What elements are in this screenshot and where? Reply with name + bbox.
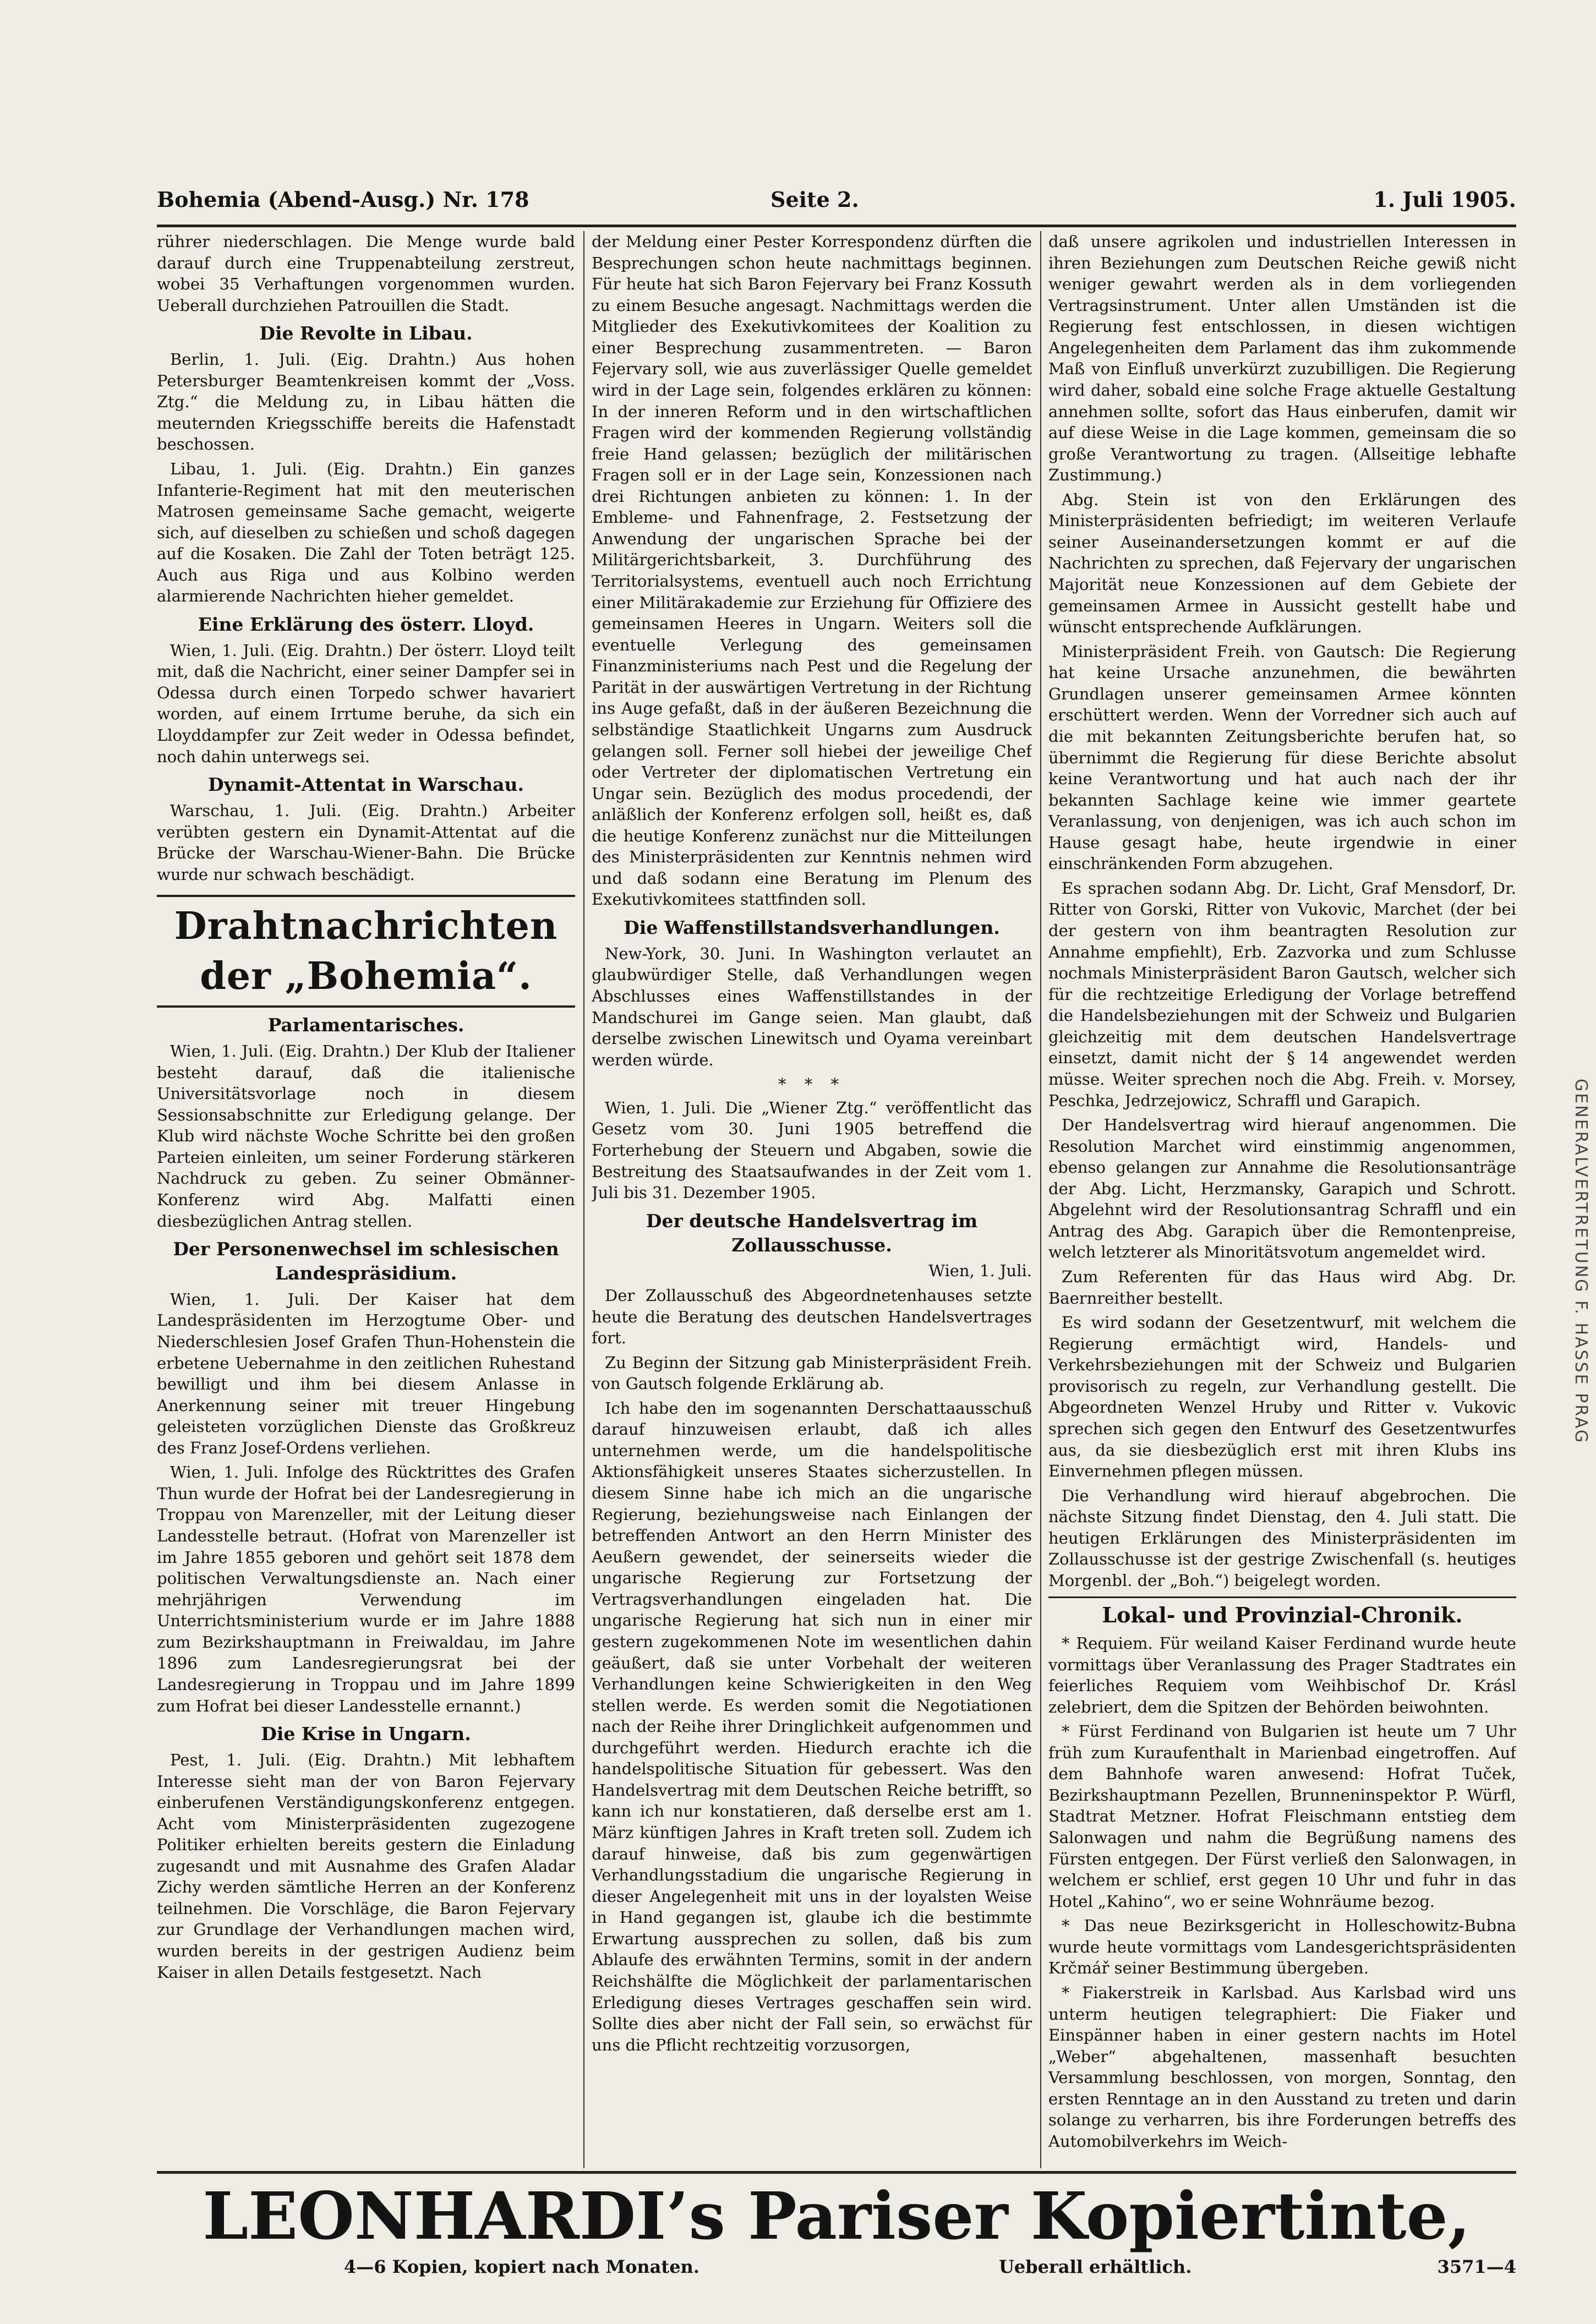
article-text: Wien, 1. Juli. Die „Wiener Ztg.“ veröffentlicht das Gesetz vom 30. Juni 1905 betreffend die Forterhebung der Steuern und Abgaben, sowie die Bestreitung des Staatsaufwandes in der Zeit vom 1. Juli bis 31. Dezember 1905. xyxy=(592,1098,1032,1202)
advertisement xyxy=(157,2171,1516,2284)
separator: * * * xyxy=(778,1075,845,1094)
headline: Dynamit-Attentat in Warschau. xyxy=(208,774,524,796)
article-text: * Fiakerstreik in Karlsbad. Aus Karlsbad wird uns unterm heutigen telegraphiert: Die Fiaker und Einspänner haben in einer gestern nachts im Hotel „Weber“ abgehaltenen, massenhaft besuchten Versammlung beschlossen, von morgen, Sonntag, den ersten Renntage an in den Ausstand zu treten und darin solange zu verharren, bis ihre Forderungen betreffs des Automobilverkehrs im Weich- xyxy=(1048,1983,1516,2151)
article-text: Wien, 1. Juli. Der Kaiser hat dem Landespräsidenten im Herzogtume Ober- und Niederschlesien Josef Grafen Thun-Hohenstein die erbetene Uebernahme in den zeitlichen Ruhestand bewilligt und ihm bei diesem Anlasse in Anerkennung seiner mit treuer Hingebung geleisteten vorzüglichen Dienste das Großkreuz des Franz Josef-Ordens verliehen. xyxy=(157,1289,575,1457)
column-rule-1 xyxy=(583,231,584,2168)
article-text: Ich habe den im sogenannten Derschattaausschuß darauf hinzuweisen erlaubt, daß ich alles unternehmen werde, um die handelspolitische Aktionsfähigkeit unseres Staates sicherzustellen. In diesem Sinne habe ich mich an die ungarische Regierung, beziehungsweise nach Einlangen der betreffenden Antwort an den Herrn Minister des Aeußern gewendet, der seinerseits wieder die ungarische Regierung zur Fortsetzung der Vertragsverhandlungen eingeladen hat. Die ungarische Regierung hat sich nun in einer mir gestern zugekommenen Note im wesentlichen dahin geäußert, daß sie unter Vorbehalt der weiteren Verhandlungen keine Schwierigkeiten in den Weg stellen werde. Es werden somit die Negotiationen nach der Reihe ihrer Dringlichkeit aufgenommen und durchgeführt werden. Hiedurch erachte ich die handelspolitische Situation für gebessert. Was den Handelsvertrag mit dem Deutschen Reiche betrifft, so kann ich nur konstatieren, daß derselbe erst am 1. März künftigen Jahres in Kraft treten soll. Zudem ich darauf hinweise, daß bis zum gegenwärtigen Verhandlungsstadium die ungarische Regierung in dieser Angelegenheit mit uns in der loyalsten Weise in Hand gegangen ist, glaube ich die bestimmte Erwartung aussprechen zu sollen, daß bis zum Ablaufe des erwähnten Termins, somit in der andern Reichshälfte die Möglichkeit der parlamentarischen Erledigung dieses Vertrages geschaffen sein wird. Sollte dies aber nicht der Fall sein, so erwächst für uns die Pflicht rechtzeitig vorzusorgen, xyxy=(592,1398,1032,2054)
article-text: rührer niederschlagen. Die Menge wurde bald darauf durch eine Truppenabteilung zerstreut, wobei 35 Verhaftungen vorgenommen wurden. Ueberall durchziehen Patrouillen die Stadt. xyxy=(157,232,575,315)
page-number: Seite 2. xyxy=(770,187,859,212)
column-1 xyxy=(157,231,575,2168)
newspaper-page xyxy=(157,165,1516,2284)
article-text: * Requiem. Für weiland Kaiser Ferdinand wurde heute vormittags über Veranlassung des Prager Stadtrates ein feierliches Requiem vom Weihbischof Dr. Krásl zelebriert, dem die Spitzen der Behörden beiwohnten. xyxy=(1048,1633,1516,1716)
article-text: Berlin, 1. Juli. (Eig. Drahtn.) Aus hohen Petersburger Beamtenkreisen kommt der „Voss. Ztg.“ die Meldung zu, in Libau hätten die meuternden Kriegsschiffe bereits die Hafenstadt beschossen. xyxy=(157,350,575,454)
article-text: Zu Beginn der Sitzung gab Ministerpräsident Freih. von Gautsch folgende Erklärung ab. xyxy=(592,1353,1032,1393)
column-rule-2 xyxy=(1040,231,1041,2168)
headline: Die Waffenstillstandsverhandlungen. xyxy=(624,917,1000,938)
article-text: Warschau, 1. Juli. (Eig. Drahtn.) Arbeiter verübten gestern ein Dynamit-Attentat auf die Brücke der Warschau-Wiener-Bahn. Die Brücke wurde nur schwach beschädigt. xyxy=(157,801,575,884)
dateline: Wien, 1. Juli. xyxy=(928,1261,1032,1281)
headline: Der deutsche Handelsvertrag im Zollausschusse. xyxy=(646,1210,978,1256)
article-text: Libau, 1. Juli. (Eig. Drahtn.) Ein ganzes Infanterie-Regiment hat mit den meuterischen Matrosen gemeinsame Sache gemacht, weigerte sich, auf dieselben zu schießen und schoß dagegen auf die Kosaken. Die Zahl der Toten beträgt 125. Auch aus Riga und aus Kolbino werden alarmierende Nachrichten hieher gemeldet. xyxy=(157,459,575,606)
article-text: Ministerpräsident Freih. von Gautsch: Die Regierung hat keine Ursache anzunehmen, die bewährten Grundlagen unserer gemeinsamen Armee könnten erschüttert werden. Wenn der Vorredner sich auch auf die mit bekannten Zeitungsberichte berufen hat, so übernimmt die Regierung für diese Berichte absolut keine Verantwortung und hat auch nach der ihr bekannten Sachlage keine wie immer geartete Veranlassung, von denjenigen, was ich auch schon im Hause gesagt habe, heute irgendwie in einer einschränkenden Form abzugehen. xyxy=(1048,642,1516,873)
article-text: Es sprachen sodann Abg. Dr. Licht, Graf Mensdorf, Dr. Ritter von Gorski, Ritter von Vukovic, Marchet (der bei der gestern von ihm beantragten Resolution zur Annahme empfiehlt), Erb. Zazvorka und zum Schlusse nochmals Ministerpräsident Baron Gautsch, welcher sich für die rechtzeitige Erledigung der Vorlage betreffend die Handelsbeziehungen mit der Schweiz und Bulgarien gleichzeitig mit dem deutschen Handelsvertrage einsetzt, damit nicht der § 14 angewendet werden müsse. Weiter sprechen noch die Abg. Freih. v. Morsey, Peschka, Jedrzejowicz, Schraffl und Garapich. xyxy=(1048,878,1516,1110)
article-text: Wien, 1. Juli. (Eig. Drahtn.) Der Klub der Italiener besteht darauf, daß die italienische Universitätsvorlage noch in diesem Sessionsabschnitte zur Erledigung gelange. Der Klub wird nächste Woche Schritte bei den großen Parteien einleiten, um seiner Forderung stärkeren Nachdruck zu geben. Zu seiner Obmänner-Konferenz wird Abg. Malfatti einen diesbezüglichen Antrag stellen. xyxy=(157,1042,575,1231)
headline: Die Revolte in Libau. xyxy=(259,322,473,345)
running-header xyxy=(157,187,1516,218)
column-3 xyxy=(1048,231,1516,2168)
article-text: * Fürst Ferdinand von Bulgarien ist heute um 7 Uhr früh zum Kuraufenthalt in Marienbad eingetroffen. Auf dem Bahnhofe waren anwesend: Hofrat Tuček, Bezirkshauptmann Pezellen, Brunneninspektor P. Würfl, Stadtrat Metzner. Hofrat Fleischmann entstieg dem Salonwagen und nahm die Begrüßung namens des Fürsten entgegen. Der Fürst verließ den Salonwagen, in welchem er schlief, erst gegen 10 Uhr und fuhr in das Hotel „Kahino“, wo er seine Wohnräume bezog. xyxy=(1048,1722,1516,1911)
headline: Die Krise in Ungarn. xyxy=(261,1723,471,1745)
header-rule xyxy=(157,225,1516,227)
article-text: Zum Referenten für das Haus wird Abg. Dr. Baernreither bestellt. xyxy=(1048,1267,1516,1308)
article-text: Wien, 1. Juli. (Eig. Drahtn.) Der österr. Lloyd teilt mit, daß die Nachricht, einer seiner Dampfer sei in Odessa durch einen Torpedo schwer havariert worden, auf einem Irrtume beruhe, da sich ein Lloyddampfer zur Zeit weder in Odessa befindet, noch dahin unterwegs sei. xyxy=(157,641,575,766)
article-text: der Meldung einer Pester Korrespondenz dürften die Besprechungen schon heute nachmittags beginnen. Für heute hat sich Baron Fejervary bei Franz Kossuth zu einem Besuche angesagt. Nachmittags werden die Mitglieder des Exekutivkomitees der Koalition zu einer Besprechung zusammentreten. — Baron Fejervary soll, wie aus zuverlässiger Quelle gemeldet wird in der Lage sein, folgendes erklären zu können: In der inneren Reform und in den wirtschaftlichen Fragen wird der kommenden Regierung vollständig freie Hand gelassen; bezüglich der militärischen Fragen soll er in der Lage sein, Konzessionen nach drei Richtungen anbieten zu können: 1. In der Embleme- und Fahnenfrage, 2. Festsetzung der Anwendung der ungarischen Sprache bei der Militärgerichtsbarkeit, 3. Durchführung des Territorialsystems, eventuell auch noch Errichtung einer Militärakademie zur Erziehung für Offiziere des gemeinsamen Heeres in Ungarn. Weiters soll die eventuelle Verlegung des gemeinsamen Finanzministeriums nach Pest und die Regelung der Parität in der auswärtigen Vertretung in der Richtung ins Auge gefaßt, daß in der äußeren Bezeichnung die selbständige Staatlichkeit Ungarns zum Ausdruck gelangen soll. Ferner soll hiebei der jeweilige Chef oder Vertreter der diplomatischen Vertretung ein Ungar sein. Bezüglich des modus procedendi, der anläßlich der Konferenz erfolgen soll, heißt es, daß die heutige Konferenz zunächst nur die Mitteilungen des Ministerpräsidenten zur Kenntnis nehmen wird und daß sodann eine Beratung im Plenum des Exekutivkomitees stattfinden soll. xyxy=(592,232,1032,909)
headline: Parlamentarisches. xyxy=(267,1014,464,1036)
article-text: Es wird sodann der Gesetzentwurf, mit welchem die Regierung ermächtigt wird, Handels- und Verkehrsbeziehungen mit der Schweiz und Bulgarien provisorisch zu regeln, zur Verhandlung gestellt. Die Abgeordneten Wenzel Hruby und Ritter v. Vukovic sprechen sich gegen den Entwurf des Gesetzentwurfes aus, da sie diesbezüglich erst mit ihren Klubs ins Einvernehmen pflegen müssen. xyxy=(1048,1313,1516,1481)
article-text: Die Verhandlung wird hierauf abgebrochen. Die nächste Sitzung findet Dienstag, den 4. Juli statt. Die heutigen Erklärungen des Ministerpräsidenten im Zollausschusse ist der gestrige Zwischenfall (s. heutiges Morgenbl. der „Boh.“) beigelegt worden. xyxy=(1048,1486,1516,1590)
paper-title: Bohemia (Abend-Ausg.) Nr. 178 xyxy=(157,187,529,212)
issue-date: 1. Juli 1905. xyxy=(1373,187,1516,212)
section-banner: Drahtnachrichten der „Bohemia“. xyxy=(157,895,575,1008)
headline: Eine Erklärung des österr. Lloyd. xyxy=(198,613,534,635)
article-text: Abg. Stein ist von den Erklärungen des Ministerpräsidenten befriedigt; im weiteren Verlaufe seiner Auseinandersetzungen kommt er auf die Nachrichten zu sprechen, daß Fejervary der ungarischen Majorität neue Konzessionen auf dem Gebiete der gemeinsamen Armee in Aussicht gestellt habe und wünscht entsprechende Aufklärungen. xyxy=(1048,490,1516,637)
article-text: Wien, 1. Juli. Infolge des Rücktrittes des Grafen Thun wurde der Hofrat bei der Landesregierung in Troppau von Marenzeller, mit der Leitung dieser Landesstelle betraut. (Hofrat von Marenzeller ist im Jahre 1855 geboren und gehört seit 1878 dem politischen Verwaltungsdienste an. Nach einer mehrjährigen Verwendung im Unterrichtsministerium wurde er im Jahre 1888 zum Bezirkshauptmann in Freiwaldau, im Jahre 1896 zum Landesregierungsrat bei der Landesregierung in Troppau und im Jahre 1899 zum Hofrat bei dieser Landesstelle ernannt.) xyxy=(157,1463,575,1715)
edge-stamp: GENERALVERTRETUNG F. HASSE PRAG xyxy=(1571,1079,1590,1445)
article-text: New-York, 30. Juni. In Washington verlautet an glaubwürdiger Stelle, daß Verhandlungen wegen Abschlusses eines Waffenstillstandes in der Mandschurei im Gange seien. Man glaubt, daß derselbe zwischen Linewitsch und Oyama vereinbart werden würde. xyxy=(592,944,1032,1069)
ad-code: 3571—4 xyxy=(1437,2256,1516,2277)
column-2 xyxy=(592,231,1032,2168)
article-text: * Das neue Bezirksgericht in Holleschowitz-Bubna wurde heute vormittags vom Landesgerichtspräsidenten Krčmář seiner Bestimmung übergeben. xyxy=(1048,1916,1516,1978)
article-text: Der Zollausschuß des Abgeordnetenhauses setzte heute die Beratung des deutschen Handelsvertrages fort. xyxy=(592,1286,1032,1348)
article-text: daß unsere agrikolen und industriellen Interessen in ihren Beziehungen zum Deutschen Reiche gewiß nicht weniger gewahrt werden als in dem vorliegenden Vertragsinstrument. Unter allen Umständen ist die Regierung fest entschlossen, in diesen wichtigen Angelegenheiten dem Parlament das ihm zukommende Maß von Einfluß unverkürzt zuzubilligen. Die Regierung wird daher, sobald eine solche Frage aktuelle Gestaltung annehmen sollte, sofort das Haus einberufen, damit wir auf diese Weise in die Lage kommen, gemeinsam die so große Verantwortung zu tragen. (Allseitige lebhafte Zustimmung.) xyxy=(1048,232,1516,485)
ad-headline: LEONHARDI’s Pariser Kopiertinte, xyxy=(203,2178,1471,2254)
ad-mid-text: Ueberall erhältlich. xyxy=(999,2256,1192,2277)
article-text: Pest, 1. Juli. (Eig. Drahtn.) Mit lebhaftem Interesse sieht man der von Baron Fejervary einberufenen Verständigungskonferenz entgegen. Acht vom Ministerpräsidenten zugezogene Politiker erhielten bereits gestern die Einladung zugesandt und mit Ausnahme des Grafen Aladar Zichy werden sämtliche Herren an der Konferenz teilnehmen. Die Vorschläge, die Baron Fejervary zur Grundlage der Verhandlungen machen wird, wurden bereits in der gestrigen Audienz beim Kaiser in allen Details festgesetzt. Nach xyxy=(157,1750,575,1982)
headline: Der Personenwechsel im schlesischen Landespräsidium. xyxy=(173,1238,559,1284)
article-text: Der Handelsvertrag wird hierauf angenommen. Die Resolution Marchet wird einstimmig angenommen, ebenso gelangen zur Annahme die Resolutionsanträge der Abg. Licht, Herzmansky, Garapich und Schrott. Abgelehnt wird der Resolutionsantrag Schraffl und ein Antrag des Abg. Garapich über die Remontenpreise, welch letzterer als Minoritätsvotum angemeldet wird. xyxy=(1048,1115,1516,1262)
section-headline: Lokal- und Provinzial-Chronik. xyxy=(1048,1596,1516,1629)
ad-left-text: 4—6 Kopien, kopiert nach Monaten. xyxy=(344,2256,699,2277)
ad-subline xyxy=(157,2256,1516,2278)
